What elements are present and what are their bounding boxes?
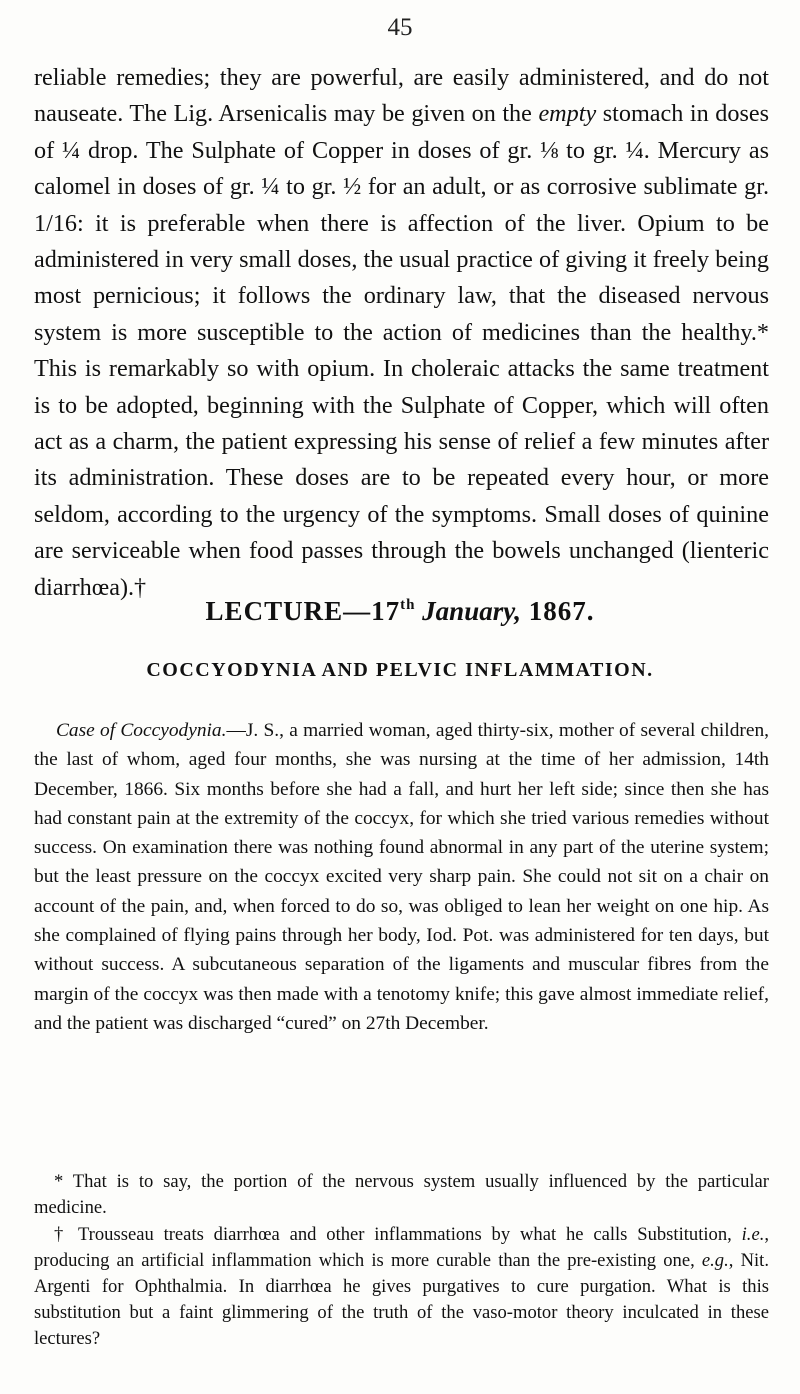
footnote-dagger <box>34 1222 769 1352</box>
body-text-emphasis: empty <box>538 100 597 128</box>
section-heading: COCCYODYNIA AND PELVIC INFLAMMATION. <box>146 659 654 681</box>
footnote-dagger-part-1: † Trousseau treats diarrhœa and other inflammations by what he calls Substitution, <box>54 1224 742 1245</box>
body-text-part-2: stomach in doses of ¼ drop. The Sulphate of Copper in doses of gr. ⅛ to gr. ¼. Mercury as calomel in doses of gr. ¼ to gr. ½ for an adult, or as corrosive sublimate gr. 1/16: it is preferable when there is affection of the liver. Opium to be administered in very small doses, the usual practice of giving it freely being most pernicious; it follows the ordinary law, that the diseased nervous system is more susceptible to the action of medicines than the healthy.* This is remarkably so with opium. In choleraic attacks the same treatment is to be adopted, beginning with the Sulphate of Copper, which will often act as a charm, the patient expressing his sense of relief a few minutes after its administration. These doses are to be repeated every hour, or more seldom, according to the urgency of the symptoms. Small doses of quinine are serviceable when food passes through the bowels unchanged (lienteric diarrhœa).† <box>34 100 770 601</box>
footnote-dagger-ie: i.e. <box>741 1224 765 1245</box>
footnote-star: * That is to say, the portion of the nervous system usually influenced by the particular medicine. <box>34 1171 769 1218</box>
case-body: —J. S., a married woman, aged thirty-six, mother of several children, the last of whom, aged four months, she was nursing at the time of her admission, 14th December, 1866. Six months before she had a fall, and hurt her left side; since then she has had constant pain at the extremity of the coccyx, for which she tried various remedies without success. On examination there was nothing found abnormal in any part of the uterine system; but the least pressure on the coccyx excited very sharp pain. She could not sit on a chair on account of the pain, and, when forced to do so, was obliged to lean her weight on one hip. As she complained of flying pains through her body, Iod. Pot. was administered for ten days, but without success. A subcutaneous separation of the ligaments and muscular fibres from the margin of the coccyx was then made with a tenotomy knife; this gave almost immediate relief, and the patient was discharged “cured” on 27th December. <box>34 720 769 1034</box>
footnote-dagger-part-2: , producing an artificial inflammation which is more curable than the pre-existing one, <box>34 1224 769 1271</box>
lecture-prefix: LECTURE—17 <box>205 596 401 626</box>
footnote-dagger-eg: e.g. <box>701 1250 729 1271</box>
lecture-month: January, <box>415 596 521 626</box>
case-report <box>34 716 769 1038</box>
body-paragraph <box>34 60 769 606</box>
footnote-dagger-part-3: , Nit. Argenti for Ophthalmia. In diarrhœa he gives purgatives to cure purgation. What is this substitution but a faint glimmering of the truth of the vaso-motor theory inculcated in these lectures? <box>34 1250 769 1349</box>
lecture-day-suffix: th <box>400 597 416 613</box>
body-text-part-1: reliable remedies; they are powerful, are easily administered, and do not nauseate. The Lig. Arsenicalis may be given on the <box>34 64 769 128</box>
lecture-year: 1867. <box>520 596 595 626</box>
footnotes <box>34 1169 769 1352</box>
page-number: 45 <box>387 14 413 41</box>
lecture-heading <box>0 596 800 627</box>
case-title: Case of Coccyodynia. <box>56 720 227 741</box>
